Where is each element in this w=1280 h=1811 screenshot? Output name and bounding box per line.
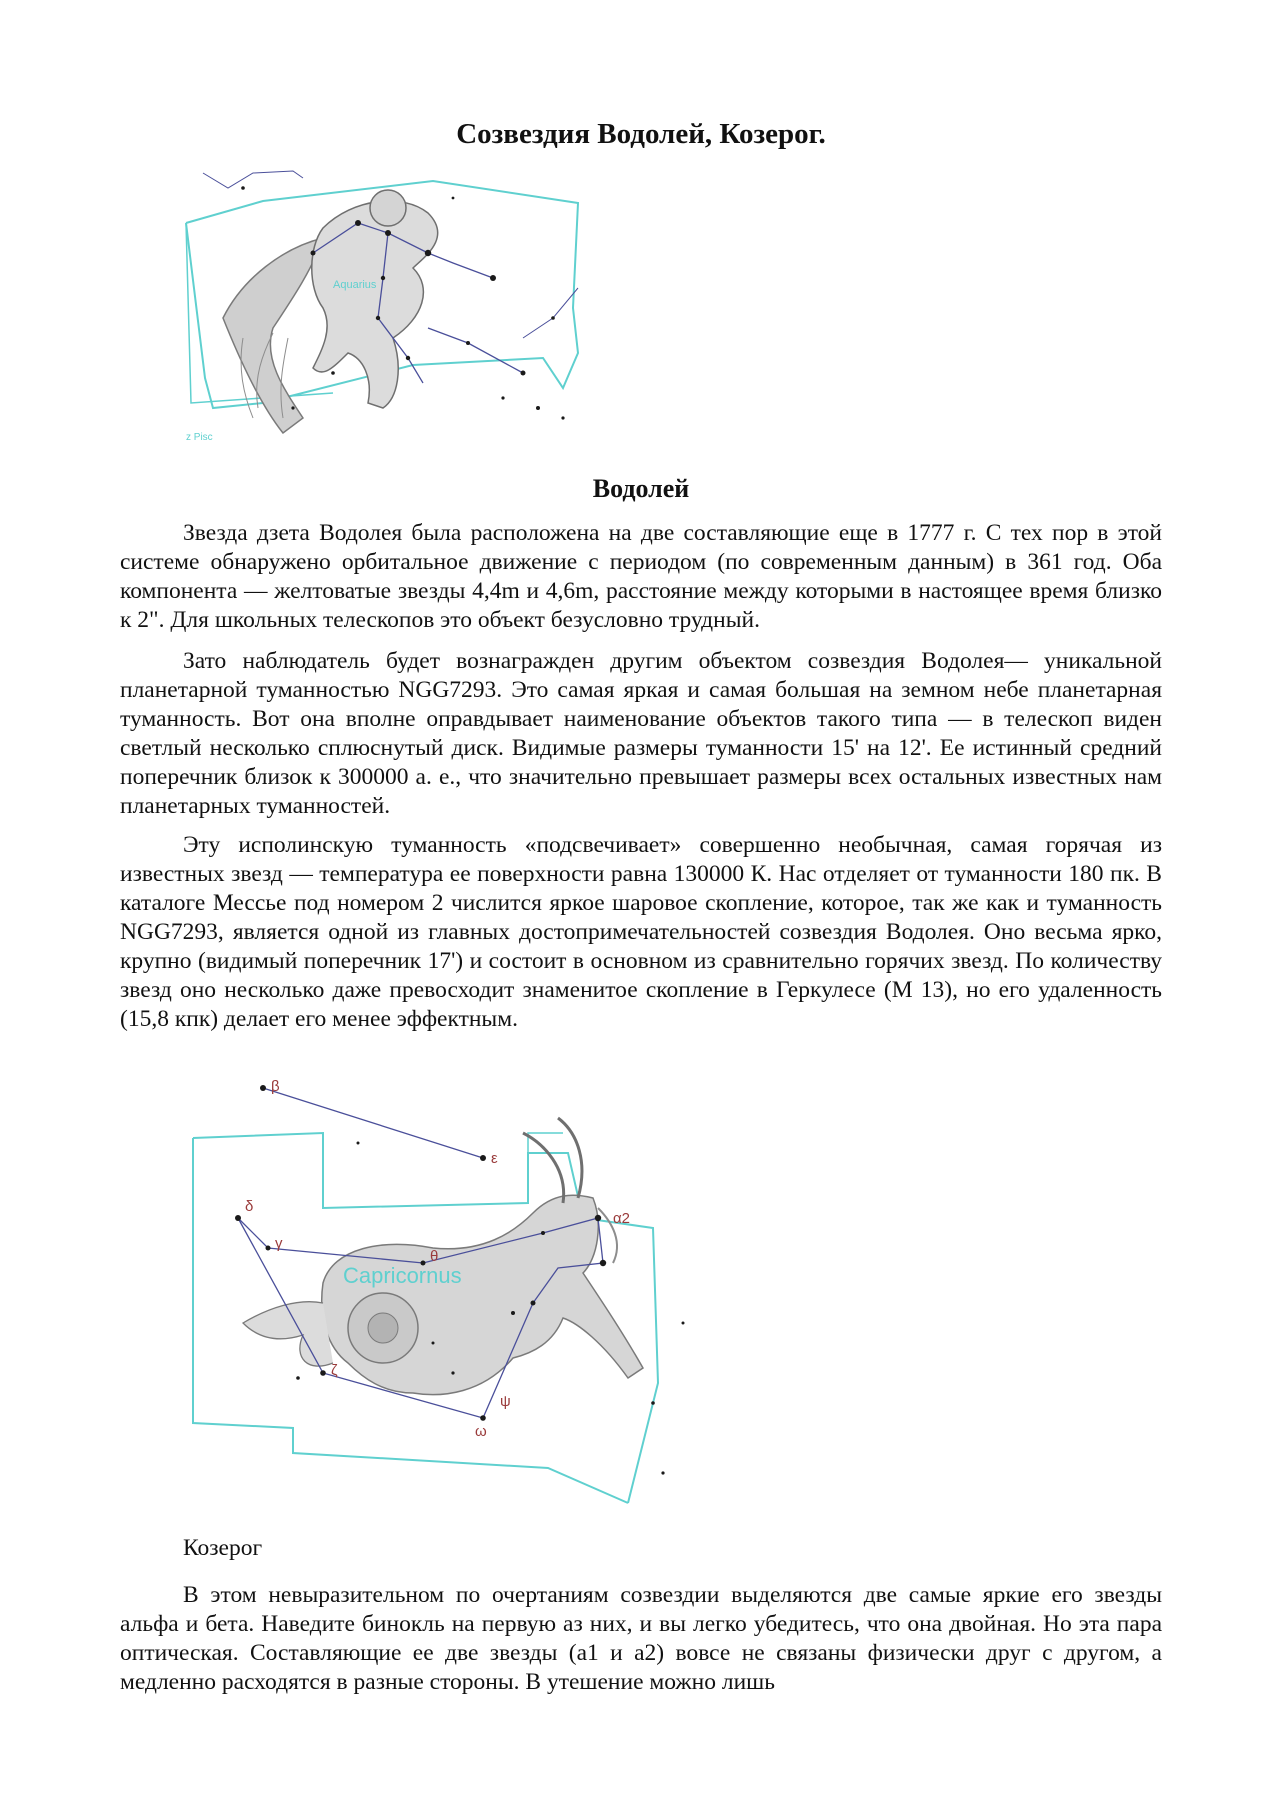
corner-label: z Pisc <box>186 432 213 443</box>
star-label-psi: ψ <box>500 1393 511 1410</box>
star-label-theta: θ <box>430 1248 439 1265</box>
section-heading-aquarius: Водолей <box>592 474 690 503</box>
aquarius-constellation-figure <box>183 168 582 453</box>
star-label-zeta: ζ <box>331 1362 338 1379</box>
paragraph: Эту исполинскую туманность «подсвечивает» совершенно необычная, самая горячая из известных звезд — температура ее поверхности равна 130000 К. Нас отделяет от туманности 180 пк. В каталоге Мессье под номером 2 числится яркое шаровое скопление, которое, так же как и туманность NGG7293, является одной из главных достопримечательностей созвездия Водолея. Оно весьма ярко, крупно (видимый поперечник 17') и состоит в основном из сравнительно горячих звезд. По количеству звезд оно несколько даже превосходит знаменитое скопление в Геркулесе (М 13), но его удаленность (15,8 кпк) делает его менее эффектным. <box>120 832 1162 1032</box>
paragraph: В этом невыразительном по очертаниям созвездии выделяются две самые яркие его звезды альфа и бета. Наведите бинокль на первую аз них, и вы легко убедитесь, что она двойная. Но эта пара оптическая. Составляющие ее две звезды (а1 и а2) вовсе не связаны физически друг с другом, а медленно расходятся в разные стороны. В утешение можно лишь <box>120 1582 1162 1695</box>
page-title: Созвездия Водолей, Козерог. <box>456 118 826 150</box>
star-label-delta: δ <box>245 1198 254 1215</box>
paragraph: Звезда дзета Водолея была расположена на две составляющие еще в 1777 г. С тех пор в этой системе обнаружено орбитальное движение с периодом (по современным данным) в 361 год. Оба компонента — желтоватые звезды 4,4m и 4,6m, расстояние между которыми в настоящее время близко к 2". Для школьных телескопов это объект безусловно трудный. <box>120 520 1162 633</box>
figure-caption-capricorn: Козерог <box>183 1535 263 1561</box>
star-label-epsilon: ε <box>491 1150 498 1167</box>
paragraph: Зато наблюдатель будет вознагражден другим объектом созвездия Водолея— уникальной планетарной туманностью NGG7293. Это самая яркая и самая большая на земном небе планетарная туманность. Вот она вполне оправдывает наименование объектов такого типа — в телескоп виден светлый несколько сплюснутый диск. Видимые размеры туманности 15' на 12'. Ее истинный средний поперечник близок к 300000 а. е., что значительно превышает размеры всех остальных известных нам планетарных туманностей. <box>120 648 1162 819</box>
constellation-label: Capricornus <box>343 1263 462 1288</box>
star-label-omega: ω <box>475 1423 487 1440</box>
star-label-gamma: γ <box>275 1235 283 1252</box>
capricornus-constellation-figure <box>183 1073 701 1512</box>
constellation-label: Aquarius <box>333 279 377 291</box>
star-label-beta: β <box>271 1078 280 1095</box>
star-label-alpha2: α2 <box>613 1210 631 1227</box>
